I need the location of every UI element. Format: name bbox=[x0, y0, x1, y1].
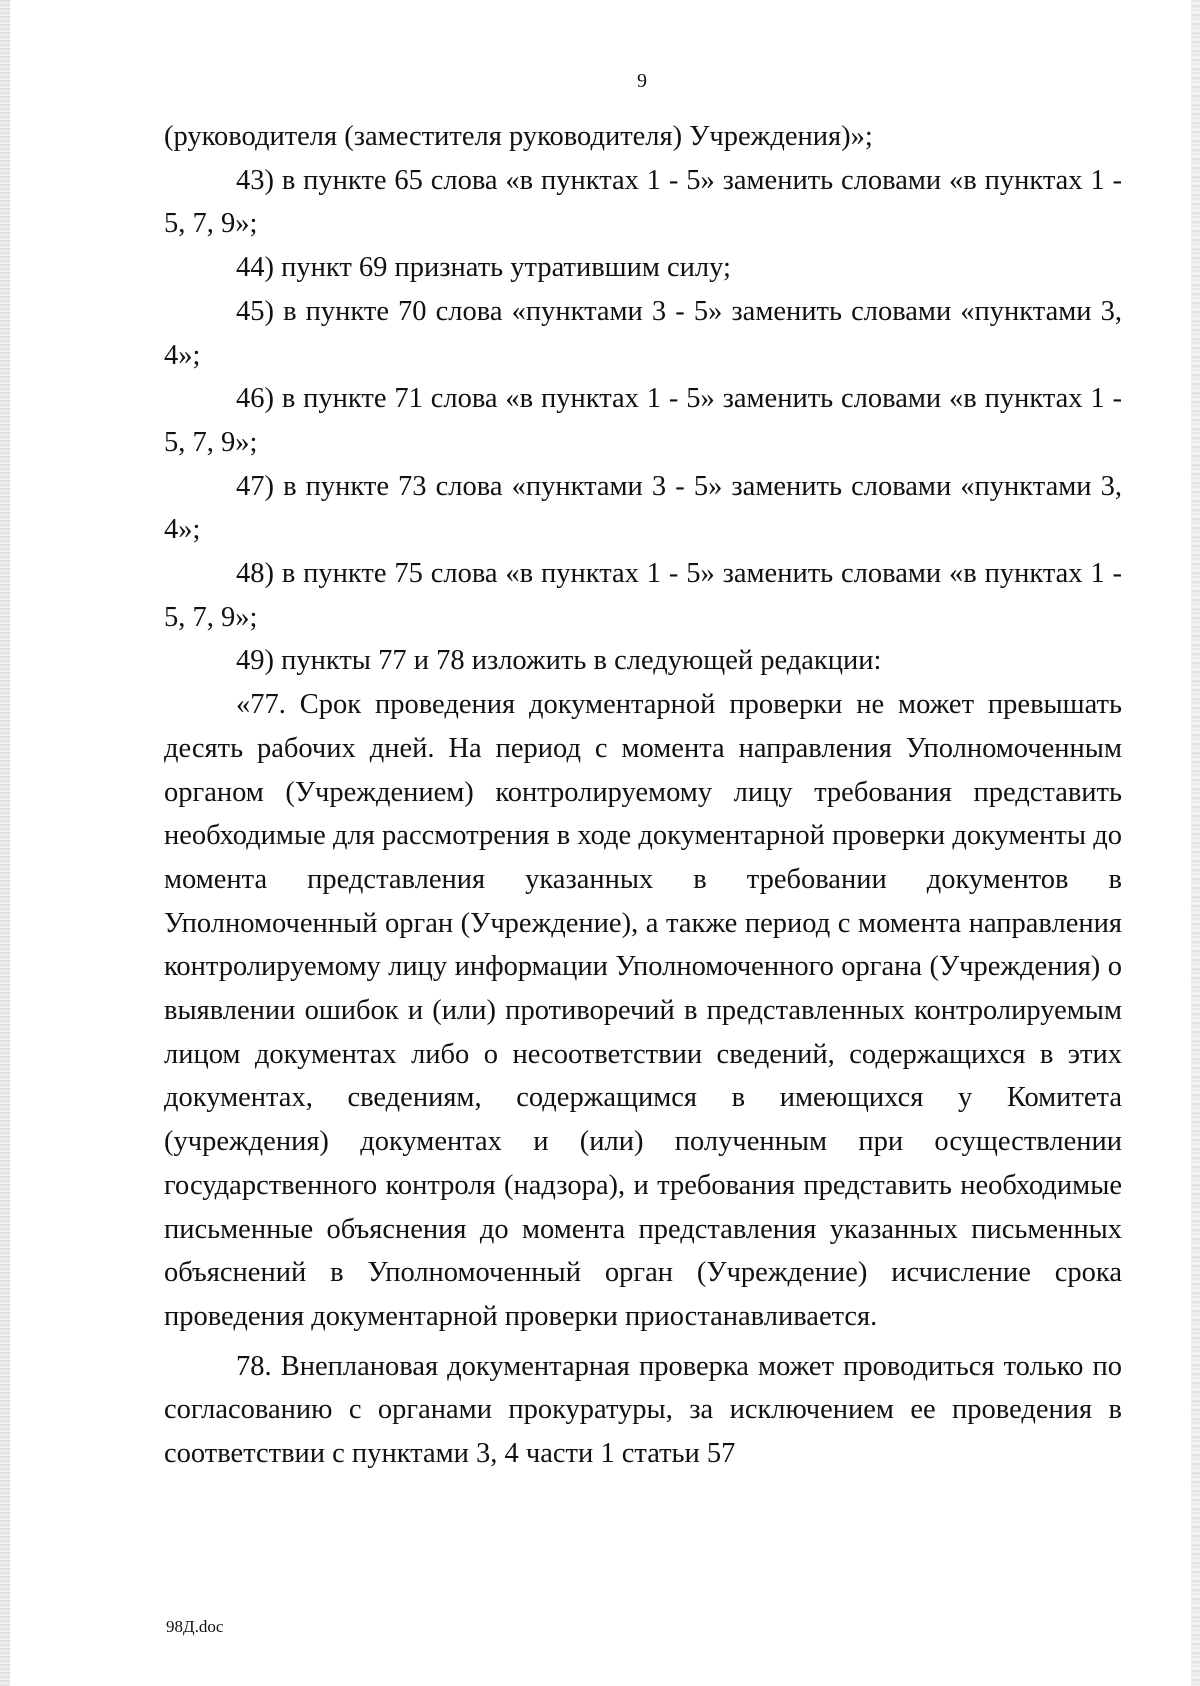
document-body bbox=[164, 115, 1122, 1476]
paragraph-item-48: 48) в пункте 75 слова «в пунктах 1 - 5» заменить словами «в пунктах 1 - 5, 7, 9»; bbox=[164, 558, 1122, 633]
paragraph-continuation: (руководителя (заместителя руководителя) Учреждения)»; bbox=[164, 121, 873, 152]
scan-edge-left bbox=[0, 0, 10, 1686]
paragraph-item-47: 47) в пункте 73 слова «пунктами 3 - 5» заменить словами «пунктами 3, 4»; bbox=[164, 470, 1122, 546]
paragraph-item-43: 43) в пункте 65 слова «в пунктах 1 - 5» заменить словами «в пунктах 1 - 5, 7, 9»; bbox=[164, 164, 1122, 240]
scan-edge-right bbox=[1191, 0, 1200, 1686]
paragraph-clause-78: 78. Внеплановая документарная проверка может проводиться только по согласованию с органами прокуратуры, за исключением ее проведения в соответствии с пунктами 3, 4 части 1 статьи 57 bbox=[164, 1350, 1122, 1470]
paragraph-item-49: 49) пункты 77 и 78 изложить в следующей редакции: bbox=[236, 645, 882, 677]
page-number: 9 bbox=[637, 70, 647, 92]
paragraph-item-46: 46) в пункте 71 слова «в пунктах 1 - 5» заменить словами «в пунктах 1 - 5, 7, 9»; bbox=[164, 383, 1122, 458]
footer-filename: 98Д.doc bbox=[166, 1617, 224, 1636]
paragraph-clause-77: «77. Срок проведения документарной проверки не может превышать десять рабочих дней. На период с момента направления Уполномоченным органом (Учреждением) контролируемому лицу требования представить необходимые для рассмотрения в ходе документарной проверки документы до момента представления указанных в требовании документов в Уполномоченный орган (Учреждение), а также период с момента направления контролируемому лицу информации Уполномоченного органа (Учреждения) о выявлении ошибок и (или) противоречий в представленных контролируемым лицом документах либо о несоответствии сведений, содержащихся в этих документах, сведениям, содержащимся в имеющихся у Комитета (учреждения) документах и (или) полученным при осуществлении государственного контроля (надзора), и требования представить необходимые письменные объяснения до момента представления указанных письменных объяснений в Уполномоченный орган (Учреждение) исчисление срока проведения документарной проверки приостанавливается. bbox=[164, 689, 1122, 1332]
paragraph-item-45: 45) в пункте 70 слова «пунктами 3 - 5» заменить словами «пунктами 3, 4»; bbox=[164, 295, 1122, 371]
paragraph-item-44: 44) пункт 69 признать утратившим силу; bbox=[236, 252, 731, 284]
